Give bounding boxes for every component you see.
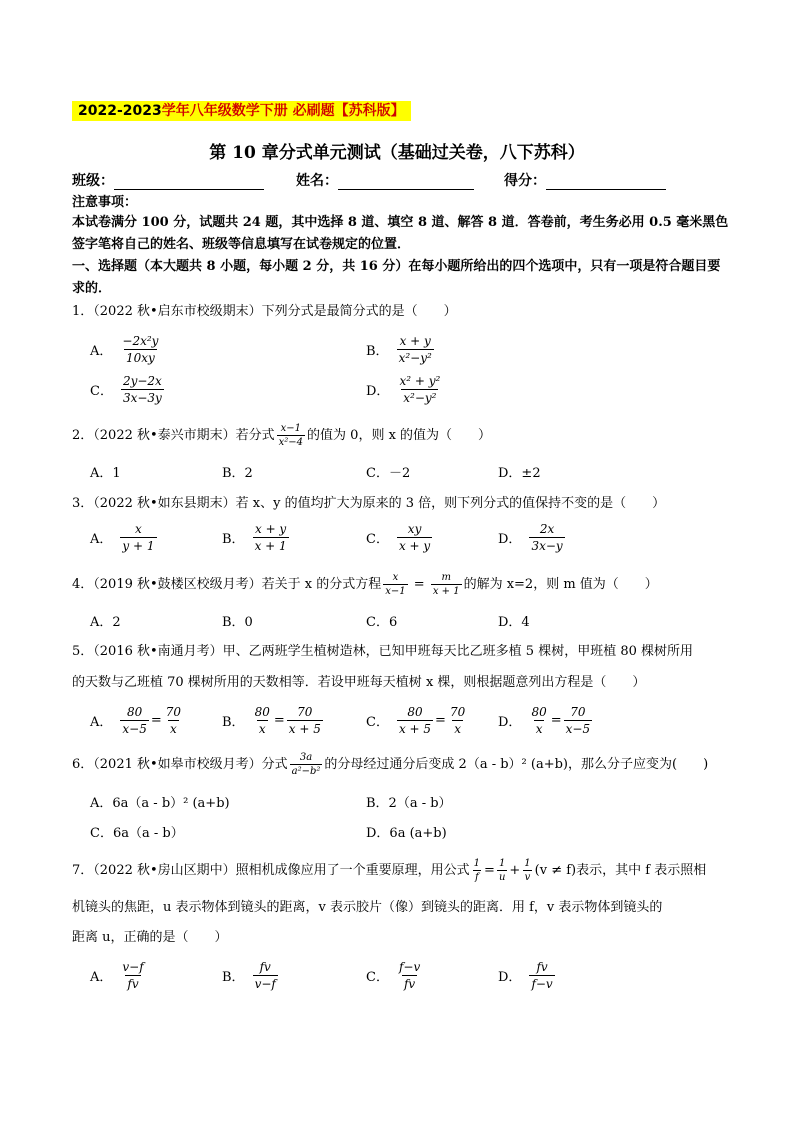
name-field (296, 170, 474, 190)
question-6: 6．（2021 秋•如皋市校级月考）分式 $\frac{3a}{\text{a²−b²}}$ 的分母经过通分后变成 2（a - b）² (a+b)，那么分子应变为( ) (72, 752, 709, 777)
q1-option-d[interactable]: D． $\frac{\text{x² + y²}}{\text{x²−y²}}$ (366, 374, 441, 405)
fraction: $\frac{80}{x}$ (254, 705, 270, 736)
question-7-line3: 距离 u，正确的是（ ） (72, 930, 228, 945)
question-7-line1: 7．（2022 秋•房山区期中）照相机成像应用了一个重要原理，用公式 $\frac{1}{f}$ = $\frac{1}{u}$ + $\frac{1}{v}$ (v ≠ f)表示，其中 f 表示照相 (72, 858, 707, 883)
q3-option-c[interactable]: C． $\frac{xy}{x + y}$ (366, 522, 431, 553)
fraction: $\frac{\text{x² + y²}}{\text{x²−y²}}$ (399, 374, 441, 405)
q4-option-d[interactable]: D．4 (498, 615, 530, 630)
section-title: 一、选择题（本大题共 8 小题，每小题 2 分，共 16 分） (72, 259, 409, 274)
q5-option-a[interactable]: A． $\frac{80}{x-5}$ = $\frac{70}{x}$ (90, 705, 182, 736)
fraction: $\frac{2x}{3x-y}$ (531, 522, 563, 553)
section-instructions: 在每小题所给出的四个选项中，只有一项是符合题目要求的． (72, 259, 721, 296)
q4-option-c[interactable]: C．6 (366, 615, 398, 630)
q6-option-b[interactable]: B．2（a - b） (366, 796, 452, 811)
q5-option-b[interactable]: B． $\frac{80}{x}$ = $\frac{70}{x + 5}$ (222, 705, 321, 736)
fraction: $\frac{70}{x-5}$ (565, 705, 591, 736)
q2-option-d[interactable]: D．±2 (498, 466, 541, 481)
q6-option-a[interactable]: A．6a（a - b）² (a+b) (90, 796, 230, 811)
fraction: $\frac{x + y}{x + 1}$ (254, 522, 287, 553)
fraction: $\frac{80}{x}$ (531, 705, 547, 736)
q1-option-c[interactable]: C． $\frac{2y-2x}{3x-3y}$ (90, 374, 162, 405)
fraction: $\frac{xy}{x + y}$ (398, 522, 431, 553)
fraction: $\frac{fv}{f-v}$ (531, 960, 553, 991)
fraction: $\frac{70}{x + 5}$ (288, 705, 321, 736)
q3-option-a[interactable]: A． $\frac{x}{y + 1}$ (90, 522, 155, 553)
q7-option-c[interactable]: C． $\frac{f-v}{fv}$ (366, 960, 421, 991)
fraction: $\frac{3a}{\text{a²−b²}}$ (291, 752, 321, 777)
fraction: $\frac{1}{u}$ (498, 858, 506, 883)
fraction: $\frac{v-f}{fv}$ (122, 960, 144, 991)
fraction: $\frac{1}{v}$ (524, 858, 531, 883)
section-heading (72, 256, 732, 300)
score-field (504, 170, 666, 190)
q2-option-b[interactable]: B．2 (222, 466, 253, 481)
question-3: 3．（2022 秋•如东县期末）若 x、y 的值均扩大为原来的 3 倍，则下列分式的值保持不变的是（ ） (72, 496, 666, 511)
q2-option-c[interactable]: C．－2 (366, 466, 411, 481)
q5-option-c[interactable]: C． $\frac{80}{x + 5}$ = $\frac{70}{x}$ (366, 705, 466, 736)
q5-option-d[interactable]: D． $\frac{80}{x}$ = $\frac{70}{x-5}$ (498, 705, 591, 736)
q4-option-a[interactable]: A．2 (90, 615, 121, 630)
q1-option-a[interactable]: A． $\frac{\text{−2x²y}}{10xy}$ (90, 334, 159, 365)
fraction: $\frac{x-1}{\text{x²−4}}$ (278, 423, 304, 448)
notice-heading: 注意事项： (72, 195, 138, 210)
fraction: $\frac{1}{f}$ (473, 858, 481, 883)
q7-option-a[interactable]: A． $\frac{v-f}{fv}$ (90, 960, 144, 991)
banner-years: 2022-2023 (78, 103, 162, 119)
question-5-line2: 的天数与乙班植 70 棵树所用的天数相等．若设甲班每天植树 x 棵，则根据题意列出方程是（ ） (72, 675, 646, 690)
q1-option-b[interactable]: B． $\frac{x + y}{\text{x²−y²}}$ (366, 334, 432, 365)
banner-text: 学年八年级数学下册 必刷题 (161, 103, 335, 119)
series-banner (72, 101, 411, 121)
banner-tag: 【苏科版】 (334, 103, 405, 119)
fraction: $\frac{x}{y + 1}$ (122, 522, 155, 553)
question-5-line1: 5．（2016 秋•南通月考）甲、乙两班学生植树造林，已知甲班每天比乙班多植 5 棵树，甲班植 80 棵树所用 (72, 644, 693, 659)
q2-option-a[interactable]: A．1 (90, 466, 121, 481)
fraction: $\frac{\text{−2x²y}}{10xy}$ (122, 334, 159, 365)
q7-option-b[interactable]: B． $\frac{fv}{v-f}$ (222, 960, 276, 991)
fraction: $\frac{f-v}{fv}$ (398, 960, 421, 991)
question-2: 2．（2022 秋•泰兴市期末）若分式 $\frac{x-1}{\text{x²−4}}$ 的值为 0，则 x 的值为（ ） (72, 423, 492, 448)
q6-option-c[interactable]: C．6a（a - b） (90, 826, 184, 841)
class-blank[interactable] (114, 174, 264, 190)
notice-body: 本试卷满分 100 分，试题共 24 题，其中选择 8 道、填空 8 道、解答 8 道．答卷前，考生务必用 0.5 毫米黑色签字笔将自己的姓名、班级等信息填写在试卷规定的位置． (72, 215, 729, 252)
fraction: $\frac{80}{x-5}$ (122, 705, 147, 736)
page-title: 第 10 章分式单元测试（基础过关卷，八下苏科） (209, 143, 585, 163)
fraction: $\frac{m}{x + 1}$ (432, 572, 460, 597)
fraction: $\frac{2y-2x}{3x-3y}$ (122, 374, 162, 405)
class-field (72, 170, 264, 190)
question-4: 4．（2019 秋•鼓楼区校级月考）若关于 x 的分式方程 $\frac{x}{x-1}$ = $\frac{m}{x + 1}$ 的解为 x=2，则 m 值为（ ） (72, 572, 658, 597)
q3-option-b[interactable]: B． $\frac{x + y}{x + 1}$ (222, 522, 287, 553)
question-7-line2: 机镜头的焦距，u 表示物体到镜头的距离，v 表示胶片（像）到镜头的距离．用 f，v 表示物体到镜头的 (72, 900, 663, 915)
fraction: $\frac{x}{x-1}$ (385, 572, 406, 597)
fraction: $\frac{70}{x}$ (165, 705, 182, 736)
name-blank[interactable] (338, 174, 474, 190)
name-label: 姓名： (296, 173, 338, 189)
q6-option-d[interactable]: D．6a (a+b) (366, 826, 447, 841)
fraction: $\frac{x + y}{\text{x²−y²}}$ (398, 334, 432, 365)
question-1: 1．（2022 秋•启东市校级期末）下列分式是最简分式的是（ ） (72, 304, 457, 319)
q4-option-b[interactable]: B．0 (222, 615, 253, 630)
q7-option-d[interactable]: D． $\frac{fv}{f-v}$ (498, 960, 553, 991)
fraction: $\frac{80}{x + 5}$ (398, 705, 432, 736)
fraction: $\frac{fv}{v-f}$ (254, 960, 276, 991)
class-label: 班级： (72, 173, 114, 189)
score-blank[interactable] (546, 174, 666, 190)
fraction: $\frac{70}{x}$ (449, 705, 466, 736)
score-label: 得分： (504, 173, 546, 189)
q3-option-d[interactable]: D． $\frac{2x}{3x-y}$ (498, 522, 563, 553)
